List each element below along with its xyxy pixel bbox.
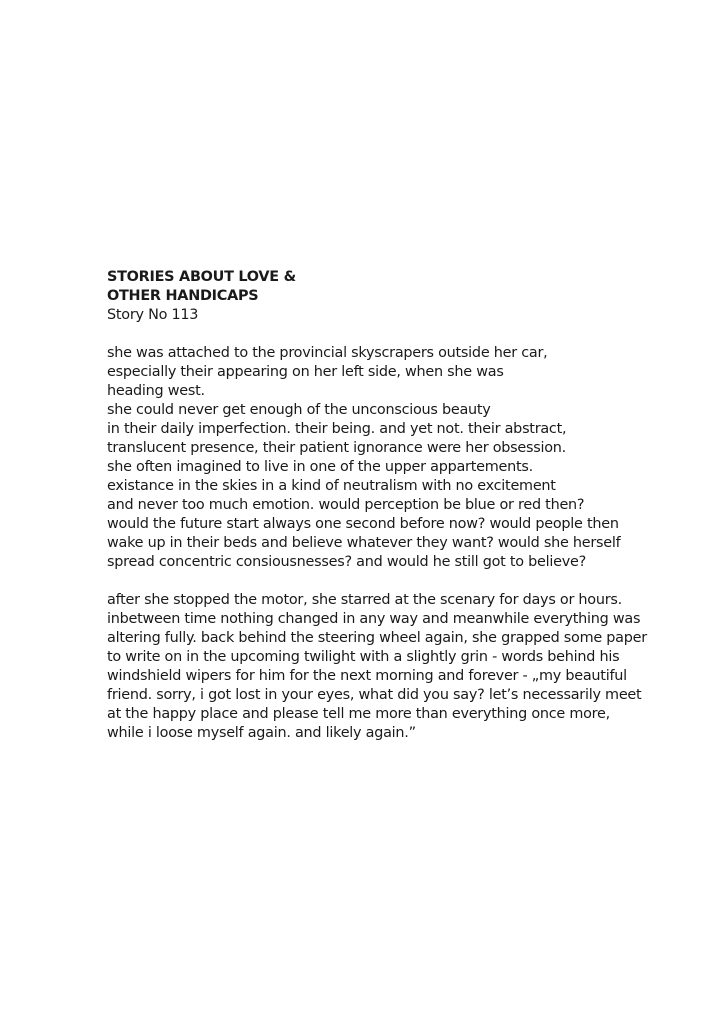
paragraph-line: she often imagined to live in one of the upper appartements.	[107, 459, 533, 475]
paragraph-line: while i loose myself again. and likely again.”	[107, 725, 416, 741]
paragraph-line: she was attached to the provincial skyscrapers outside her car,	[107, 345, 548, 361]
paragraph-line: existance in the skies in a kind of neutralism with no excitement	[107, 478, 556, 494]
title-line-1: STORIES ABOUT LOVE &	[107, 269, 296, 285]
paragraph-line: she could never get enough of the unconscious beauty	[107, 402, 491, 418]
title-line-2: OTHER HANDICAPS	[107, 288, 259, 304]
paragraph-line: heading west.	[107, 383, 205, 399]
paragraph-line: in their daily imperfection. their being. and yet not. their abstract,	[107, 421, 567, 437]
paragraph-line: translucent presence, their patient ignorance were her obsession.	[107, 440, 566, 456]
paragraph-line: wake up in their beds and believe whatever they want? would she herself	[107, 535, 621, 551]
story-number: Story No 113	[107, 307, 199, 323]
paragraph-line: altering fully. back behind the steering wheel again, she grapped some paper	[107, 630, 647, 646]
paragraph-line: would the future start always one second before now? would people then	[107, 516, 619, 532]
paragraph-line: friend. sorry, i got lost in your eyes, what did you say? let’s necessarily meet	[107, 687, 642, 703]
paragraph-line: inbetween time nothing changed in any way and meanwhile everything was	[107, 611, 641, 627]
paragraph-1	[107, 344, 627, 572]
paragraph-2	[107, 591, 647, 743]
paragraph-line: to write on in the upcoming twilight with a slightly grin - words behind his	[107, 649, 620, 665]
paragraph-line: and never too much emotion. would perception be blue or red then?	[107, 497, 585, 513]
paragraph-line: at the happy place and please tell me more than everything once more,	[107, 706, 610, 722]
paragraph-line: especially their appearing on her left side, when she was	[107, 364, 504, 380]
story-text-block	[107, 268, 647, 743]
paragraph-line: after she stopped the motor, she starred at the scenary for days or hours.	[107, 592, 622, 608]
paragraph-line: windshield wipers for him for the next morning and forever - „my beautiful	[107, 668, 627, 684]
paragraph-line: spread concentric consiousnesses? and would he still got to believe?	[107, 554, 586, 570]
